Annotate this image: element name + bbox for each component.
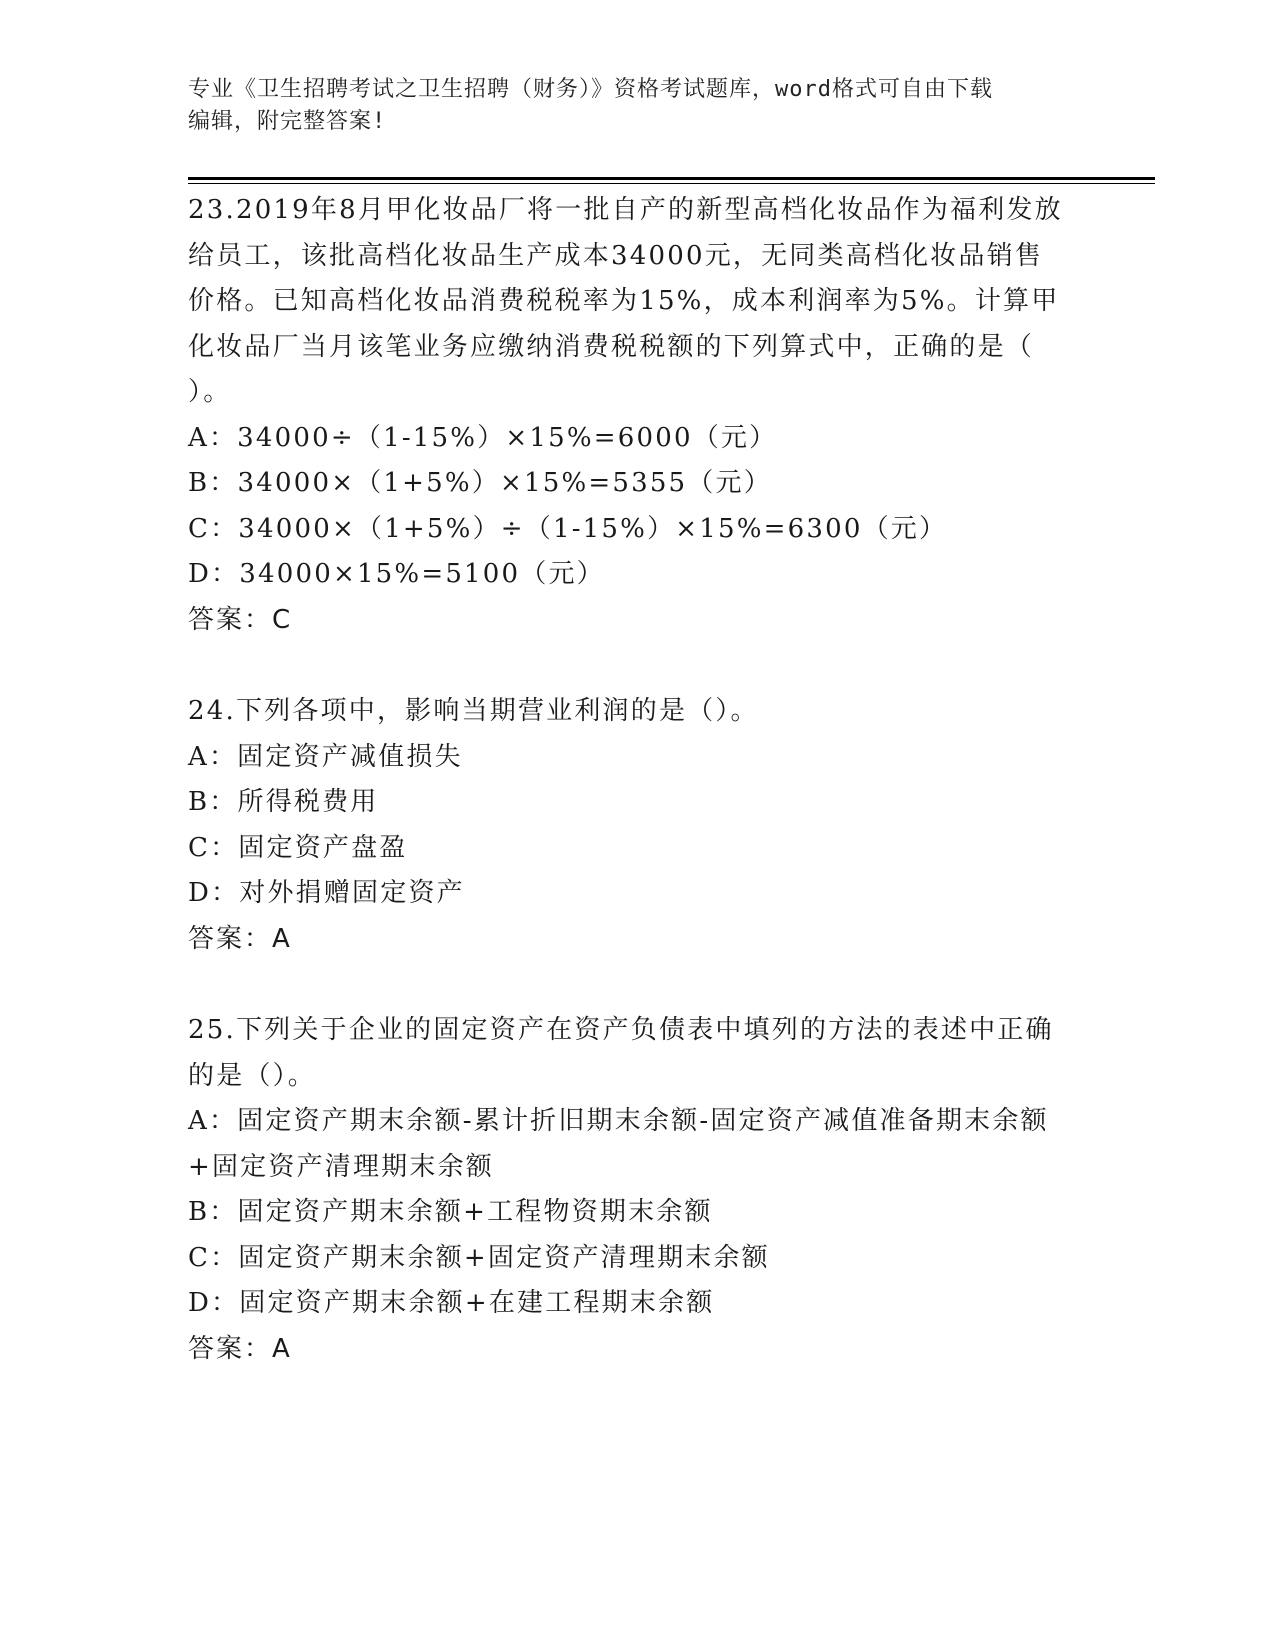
answer-line: 答案：C [188, 604, 293, 635]
question-24 [188, 689, 1088, 962]
option-b: B：34000×（1+5%）×15%=5355（元） [188, 468, 772, 498]
option-a: A：34000÷（1-15%）×15%=6000（元） [188, 422, 778, 453]
option-a: A：固定资产期末余额-累计折旧期末余额-固定资产减值准备期末余额 [188, 1106, 1049, 1136]
header-rule-thin [188, 183, 1155, 184]
option-d: D：固定资产期末余额+在建工程期末余额 [188, 1288, 715, 1318]
option-c: C：34000×（1+5%）÷（1-15%）×15%=6300（元） [188, 513, 948, 544]
option-d: D：对外捐赠固定资产 [188, 878, 465, 908]
option-b: B：固定资产期末余额+工程物资期末余额 [188, 1197, 713, 1227]
option-b: B：所得税费用 [188, 787, 379, 817]
document-header [188, 74, 1068, 138]
question-stem-line: 价格。已知高档化妆品消费税税率为15%，成本利润率为5%。计算甲 [188, 286, 1060, 316]
option-a: A：固定资产减值损失 [188, 741, 463, 772]
option-c: C：固定资产期末余额+固定资产清理期末余额 [188, 1242, 770, 1273]
question-stem-line: 给员工，该批高档化妆品生产成本34000元，无同类高档化妆品销售 [188, 240, 1044, 271]
question-stem-line: 25.下列关于企业的固定资产在资产负债表中填列的方法的表述中正确 [188, 1015, 1054, 1045]
question-stem-line: 的是（）。 [188, 1060, 317, 1091]
answer-line: 答案：A [188, 1333, 292, 1364]
question-stem-line: ）。 [188, 377, 232, 407]
question-25 [188, 1008, 1088, 1372]
question-23 [188, 188, 1088, 643]
option-c: C：固定资产盘盈 [188, 832, 408, 863]
header-rule-thick [188, 177, 1155, 180]
question-stem-line: 23.2019年8月甲化妆品厂将一批自产的新型高档化妆品作为福利发放 [188, 195, 1063, 225]
option-d: D：34000×15%=5100（元） [188, 559, 605, 589]
option-a-continued: +固定资产清理期末余额 [188, 1151, 494, 1182]
question-stem-line: 24.下列各项中，影响当期营业利润的是（）。 [188, 696, 759, 726]
answer-line: 答案：A [188, 923, 292, 954]
header-line-1: 专业《卫生招聘考试之卫生招聘（财务）》资格考试题库，word格式可自由下载 [188, 77, 993, 102]
header-line-2: 编辑，附完整答案! [188, 109, 387, 134]
question-list [188, 188, 1088, 1418]
question-stem-line: 化妆品厂当月该笔业务应缴纳消费税税额的下列算式中，正确的是（ [188, 331, 1035, 362]
